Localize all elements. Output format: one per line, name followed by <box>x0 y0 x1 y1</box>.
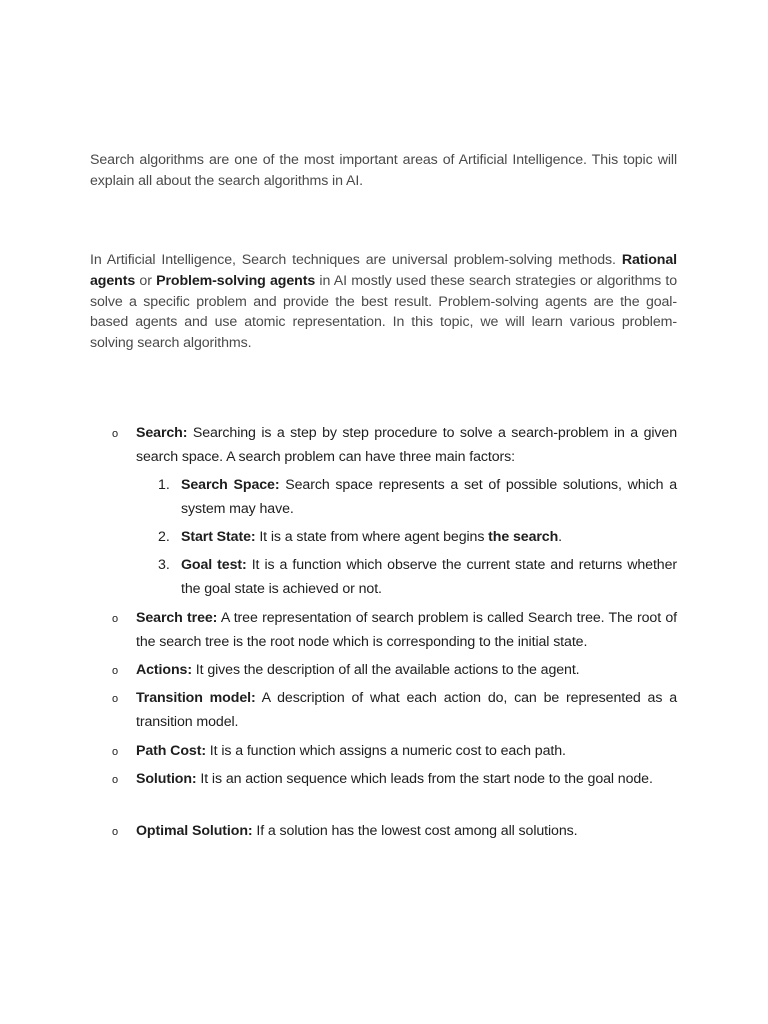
term-search: Search: <box>136 425 188 441</box>
list-item-solution <box>136 767 677 791</box>
bullet-icon: o <box>112 826 119 838</box>
intro-text-2-start: In Artificial Intelligence, Search techniques are universal problem-solving methods. <box>90 252 616 268</box>
list-item-path-cost <box>136 739 677 763</box>
term-goal-test: Goal test: <box>181 557 247 573</box>
intro-text-2-end: in AI mostly used these search strategies or algorithms to solve a specific problem and provide the best result. Problem-solving agents are the goal-based agents and use atomic representation. In this topic, we will learn various problem-solving search algorithms. <box>90 272 677 352</box>
bullet-icon: o <box>112 774 119 786</box>
bullet-icon: o <box>112 746 119 758</box>
term-search-space: Search Space: <box>181 477 280 493</box>
desc-transition-model: A description of what each action do, can be represented as a transition model. <box>136 690 677 731</box>
factor-number-1: 1. <box>158 477 170 493</box>
term-path-cost: Path Cost: <box>136 743 206 759</box>
list-item-search <box>136 421 677 469</box>
list-item-start-state <box>181 525 677 549</box>
list-item-search-space <box>181 473 677 521</box>
desc-search: Searching is a step by step procedure to solve a search-problem in a given search space. A search problem can have three main factors: <box>136 425 678 466</box>
desc-actions: It gives the description of all the available actions to the agent. <box>195 662 580 678</box>
bullet-icon: o <box>112 428 119 440</box>
list-item-actions <box>136 658 677 682</box>
desc-optimal-solution: If a solution has the lowest cost among all solutions. <box>256 823 578 839</box>
desc-path-cost: It is a function which assigns a numeric cost to each path. <box>209 743 566 759</box>
bullet-icon: o <box>112 613 119 625</box>
desc-goal-test: It is a function which observe the current state and returns whether the goal state is achieved or not. <box>181 557 677 598</box>
intro-text-or: or <box>139 272 152 289</box>
desc-solution: It is an action sequence which leads from the start node to the goal node. <box>200 771 653 787</box>
desc-start-state: It is a state from where agent begins <box>259 529 485 545</box>
bold-the-search: the search <box>488 529 559 545</box>
list-item-optimal-solution <box>136 819 677 843</box>
term-actions: Actions: <box>136 662 192 678</box>
term-solution: Solution: <box>136 771 197 787</box>
list-item-search-tree <box>136 606 677 654</box>
bold-problem-solving-agents: Problem-solving agents <box>156 272 316 289</box>
term-search-tree: Search tree: <box>136 610 218 626</box>
desc-search-space: Search space represents a set of possible solutions, which a system may have. <box>181 477 678 518</box>
list-item-goal-test <box>181 553 677 601</box>
term-start-state: Start State: <box>181 529 256 545</box>
bullet-icon: o <box>112 665 119 677</box>
factor-number-2: 2. <box>158 529 170 545</box>
term-optimal-solution: Optimal Solution: <box>136 823 253 839</box>
desc-start-state-end: . <box>558 529 562 545</box>
factor-number-3: 3. <box>158 557 170 573</box>
intro-text-1: Search algorithms are one of the most important areas of Artificial Intelligence. This topic will explain all about the search algorithms in AI. <box>90 152 677 189</box>
desc-search-tree: A tree representation of search problem is called Search tree. The root of the search tree is the root node which is corresponding to the initial state. <box>136 610 677 651</box>
bold-rational-agents: Rational agents <box>90 252 677 289</box>
list-item-transition-model <box>136 686 677 734</box>
term-transition-model: Transition model: <box>136 690 256 706</box>
bullet-icon: o <box>112 693 119 705</box>
